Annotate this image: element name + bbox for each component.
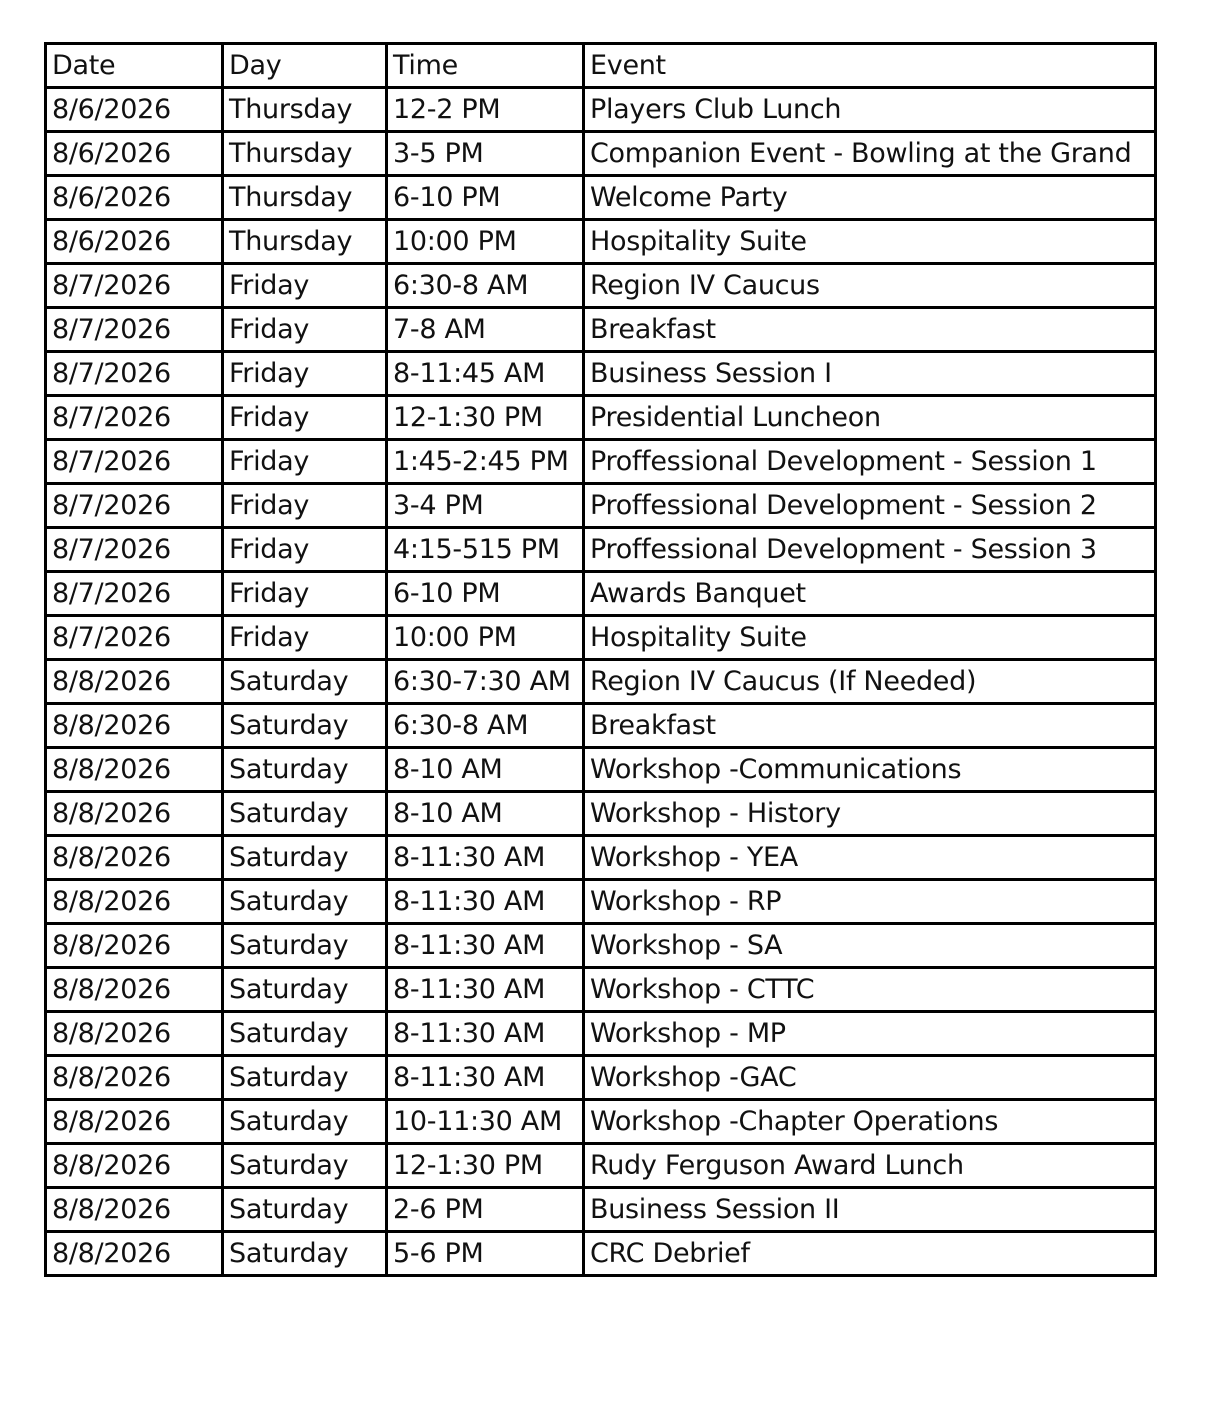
time-cell: 10:00 PM <box>387 616 584 660</box>
event-cell: Rudy Ferguson Award Lunch <box>584 1144 1156 1188</box>
table-row <box>46 484 1156 528</box>
time-cell: 8-10 AM <box>387 748 584 792</box>
day-cell: Saturday <box>223 1144 387 1188</box>
event-cell: Workshop - MP <box>584 1012 1156 1056</box>
event-cell: Presidential Luncheon <box>584 396 1156 440</box>
time-cell: 8-11:45 AM <box>387 352 584 396</box>
table-row <box>46 352 1156 396</box>
date-cell: 8/7/2026 <box>46 528 223 572</box>
day-cell: Saturday <box>223 1188 387 1232</box>
time-cell: 12-1:30 PM <box>387 396 584 440</box>
event-cell: Business Session II <box>584 1188 1156 1232</box>
time-cell: 8-11:30 AM <box>387 836 584 880</box>
time-cell: 6-10 PM <box>387 572 584 616</box>
table-row <box>46 880 1156 924</box>
time-cell: 6-10 PM <box>387 176 584 220</box>
day-cell: Friday <box>223 352 387 396</box>
event-cell: CRC Debrief <box>584 1232 1156 1276</box>
event-cell: Workshop -Chapter Operations <box>584 1100 1156 1144</box>
table-row <box>46 132 1156 176</box>
day-cell: Saturday <box>223 1056 387 1100</box>
event-cell: Workshop - SA <box>584 924 1156 968</box>
day-cell: Saturday <box>223 880 387 924</box>
table-row <box>46 308 1156 352</box>
date-cell: 8/8/2026 <box>46 1012 223 1056</box>
table-row <box>46 660 1156 704</box>
event-cell: Hospitality Suite <box>584 616 1156 660</box>
day-cell: Thursday <box>223 220 387 264</box>
date-cell: 8/6/2026 <box>46 132 223 176</box>
table-row <box>46 572 1156 616</box>
table-row <box>46 792 1156 836</box>
event-cell: Workshop -GAC <box>584 1056 1156 1100</box>
day-cell: Saturday <box>223 968 387 1012</box>
day-cell: Saturday <box>223 660 387 704</box>
time-cell: 5-6 PM <box>387 1232 584 1276</box>
day-cell: Saturday <box>223 924 387 968</box>
date-cell: 8/8/2026 <box>46 836 223 880</box>
table-row <box>46 1056 1156 1100</box>
date-cell: 8/8/2026 <box>46 1188 223 1232</box>
event-cell: Workshop - RP <box>584 880 1156 924</box>
schedule-table <box>44 42 1157 1277</box>
event-cell: Companion Event - Bowling at the Grand <box>584 132 1156 176</box>
time-cell: 6:30-7:30 AM <box>387 660 584 704</box>
table-row <box>46 1012 1156 1056</box>
day-cell: Friday <box>223 528 387 572</box>
date-cell: 8/8/2026 <box>46 880 223 924</box>
table-row <box>46 748 1156 792</box>
date-cell: 8/8/2026 <box>46 660 223 704</box>
date-cell: 8/8/2026 <box>46 1232 223 1276</box>
time-cell: 12-2 PM <box>387 88 584 132</box>
day-cell: Saturday <box>223 1012 387 1056</box>
time-cell: 10:00 PM <box>387 220 584 264</box>
table-row <box>46 1232 1156 1276</box>
day-cell: Saturday <box>223 836 387 880</box>
table-row <box>46 440 1156 484</box>
event-cell: Hospitality Suite <box>584 220 1156 264</box>
time-cell: 7-8 AM <box>387 308 584 352</box>
event-cell: Workshop -Communications <box>584 748 1156 792</box>
header-time: Time <box>387 44 584 88</box>
time-cell: 8-10 AM <box>387 792 584 836</box>
date-cell: 8/8/2026 <box>46 1144 223 1188</box>
event-cell: Proffessional Development - Session 3 <box>584 528 1156 572</box>
event-cell: Proffessional Development - Session 1 <box>584 440 1156 484</box>
date-cell: 8/8/2026 <box>46 968 223 1012</box>
day-cell: Friday <box>223 308 387 352</box>
schedule-body <box>46 44 1156 1276</box>
table-row <box>46 836 1156 880</box>
day-cell: Friday <box>223 484 387 528</box>
time-cell: 8-11:30 AM <box>387 924 584 968</box>
date-cell: 8/8/2026 <box>46 924 223 968</box>
time-cell: 10-11:30 AM <box>387 1100 584 1144</box>
time-cell: 3-4 PM <box>387 484 584 528</box>
time-cell: 1:45-2:45 PM <box>387 440 584 484</box>
time-cell: 6:30-8 AM <box>387 264 584 308</box>
day-cell: Friday <box>223 616 387 660</box>
table-row <box>46 1188 1156 1232</box>
event-cell: Region IV Caucus <box>584 264 1156 308</box>
event-cell: Awards Banquet <box>584 572 1156 616</box>
header-row <box>46 44 1156 88</box>
table-row <box>46 1100 1156 1144</box>
date-cell: 8/7/2026 <box>46 616 223 660</box>
event-cell: Workshop - YEA <box>584 836 1156 880</box>
table-row <box>46 176 1156 220</box>
date-cell: 8/7/2026 <box>46 396 223 440</box>
time-cell: 8-11:30 AM <box>387 1012 584 1056</box>
date-cell: 8/7/2026 <box>46 352 223 396</box>
table-row <box>46 616 1156 660</box>
event-cell: Players Club Lunch <box>584 88 1156 132</box>
header-event: Event <box>584 44 1156 88</box>
table-row <box>46 220 1156 264</box>
time-cell: 2-6 PM <box>387 1188 584 1232</box>
table-row <box>46 968 1156 1012</box>
time-cell: 4:15-515 PM <box>387 528 584 572</box>
day-cell: Saturday <box>223 704 387 748</box>
date-cell: 8/7/2026 <box>46 484 223 528</box>
day-cell: Thursday <box>223 88 387 132</box>
table-row <box>46 528 1156 572</box>
date-cell: 8/7/2026 <box>46 308 223 352</box>
day-cell: Friday <box>223 264 387 308</box>
table-row <box>46 88 1156 132</box>
day-cell: Saturday <box>223 1232 387 1276</box>
event-cell: Breakfast <box>584 704 1156 748</box>
time-cell: 8-11:30 AM <box>387 968 584 1012</box>
event-cell: Region IV Caucus (If Needed) <box>584 660 1156 704</box>
day-cell: Friday <box>223 572 387 616</box>
day-cell: Saturday <box>223 748 387 792</box>
day-cell: Friday <box>223 440 387 484</box>
date-cell: 8/8/2026 <box>46 704 223 748</box>
date-cell: 8/8/2026 <box>46 1056 223 1100</box>
table-row <box>46 396 1156 440</box>
date-cell: 8/7/2026 <box>46 572 223 616</box>
event-cell: Business Session I <box>584 352 1156 396</box>
day-cell: Friday <box>223 396 387 440</box>
date-cell: 8/6/2026 <box>46 88 223 132</box>
table-row <box>46 1144 1156 1188</box>
date-cell: 8/6/2026 <box>46 176 223 220</box>
day-cell: Saturday <box>223 792 387 836</box>
header-day: Day <box>223 44 387 88</box>
day-cell: Thursday <box>223 176 387 220</box>
table-row <box>46 704 1156 748</box>
day-cell: Saturday <box>223 1100 387 1144</box>
header-date: Date <box>46 44 223 88</box>
time-cell: 3-5 PM <box>387 132 584 176</box>
event-cell: Breakfast <box>584 308 1156 352</box>
time-cell: 6:30-8 AM <box>387 704 584 748</box>
event-cell: Proffessional Development - Session 2 <box>584 484 1156 528</box>
time-cell: 12-1:30 PM <box>387 1144 584 1188</box>
event-cell: Workshop - History <box>584 792 1156 836</box>
time-cell: 8-11:30 AM <box>387 880 584 924</box>
event-cell: Welcome Party <box>584 176 1156 220</box>
time-cell: 8-11:30 AM <box>387 1056 584 1100</box>
table-row <box>46 924 1156 968</box>
date-cell: 8/7/2026 <box>46 264 223 308</box>
date-cell: 8/8/2026 <box>46 792 223 836</box>
date-cell: 8/6/2026 <box>46 220 223 264</box>
date-cell: 8/7/2026 <box>46 440 223 484</box>
date-cell: 8/8/2026 <box>46 748 223 792</box>
event-cell: Workshop - CTTC <box>584 968 1156 1012</box>
day-cell: Thursday <box>223 132 387 176</box>
date-cell: 8/8/2026 <box>46 1100 223 1144</box>
table-row <box>46 264 1156 308</box>
